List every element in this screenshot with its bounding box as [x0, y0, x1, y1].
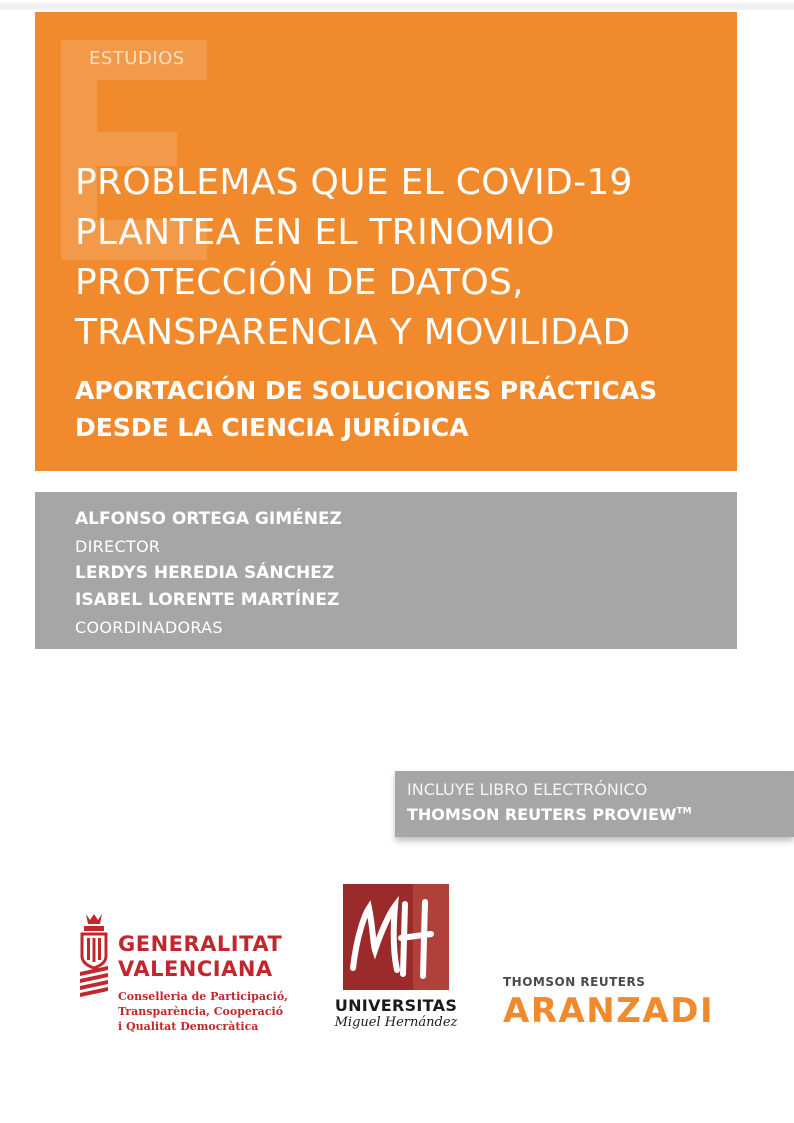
- coordinator-name: LERDYS HEREDIA SÁNCHEZ: [75, 563, 335, 583]
- coordinator-name: ISABEL LORENTE MARTÍNEZ: [75, 590, 340, 610]
- cover-title-block: [35, 12, 737, 471]
- series-label: ESTUDIOS: [89, 48, 185, 69]
- conselleria-name: [118, 989, 288, 1034]
- book-title-line: PROTECCIÓN DE DATOS,: [75, 262, 524, 303]
- umh-logo: [331, 884, 461, 1034]
- director-role: DIRECTOR: [75, 537, 161, 556]
- director-name: ALFONSO ORTEGA GIMÉNEZ: [75, 509, 342, 529]
- conselleria-line: i Qualitat Democràtica: [118, 1020, 259, 1033]
- book-title: [75, 158, 725, 358]
- trademark-mark: TM: [676, 806, 692, 817]
- book-title-line: TRANSPARENCIA Y MOVILIDAD: [75, 312, 631, 353]
- book-subtitle-line: DESDE LA CIENCIA JURÍDICA: [75, 413, 469, 442]
- generalitat-valenciana-logo: [76, 912, 306, 1042]
- authors-list: [75, 506, 342, 641]
- thomson-reuters-aranzadi-logo: [503, 975, 714, 1031]
- generalitat-name-line: GENERALITAT: [118, 932, 283, 956]
- generalitat-shield-icon: [76, 912, 112, 1004]
- generalitat-name: [118, 932, 282, 982]
- umh-monogram-icon: [343, 884, 449, 990]
- umh-name: UNIVERSITAS: [334, 996, 458, 1015]
- book-subtitle: [75, 372, 725, 446]
- ebook-line-1: INCLUYE LIBRO ELECTRÓNICO: [407, 780, 648, 799]
- ebook-line-2: [407, 805, 692, 824]
- book-title-line: PLANTEA EN EL TRINOMIO: [75, 212, 555, 253]
- ebook-product: THOMSON REUTERS PROVIEW: [407, 805, 677, 824]
- umh-subtitle: Miguel Hernández: [334, 1015, 458, 1030]
- book-subtitle-line: APORTACIÓN DE SOLUCIONES PRÁCTICAS: [75, 376, 658, 405]
- conselleria-line: Conselleria de Participació,: [118, 990, 288, 1003]
- thomson-reuters-label: THOMSON REUTERS: [503, 975, 646, 989]
- conselleria-line: Transparència, Cooperació: [118, 1005, 284, 1018]
- ebook-banner: [395, 771, 794, 837]
- generalitat-name-line: VALENCIANA: [118, 957, 273, 981]
- coordinators-role: COORDINADORAS: [75, 618, 223, 637]
- aranzadi-label: ARANZADI: [503, 991, 715, 1031]
- page-top-edge: [0, 0, 794, 10]
- authors-block: [35, 492, 737, 649]
- book-title-line: PROBLEMAS QUE EL COVID-19: [75, 162, 633, 203]
